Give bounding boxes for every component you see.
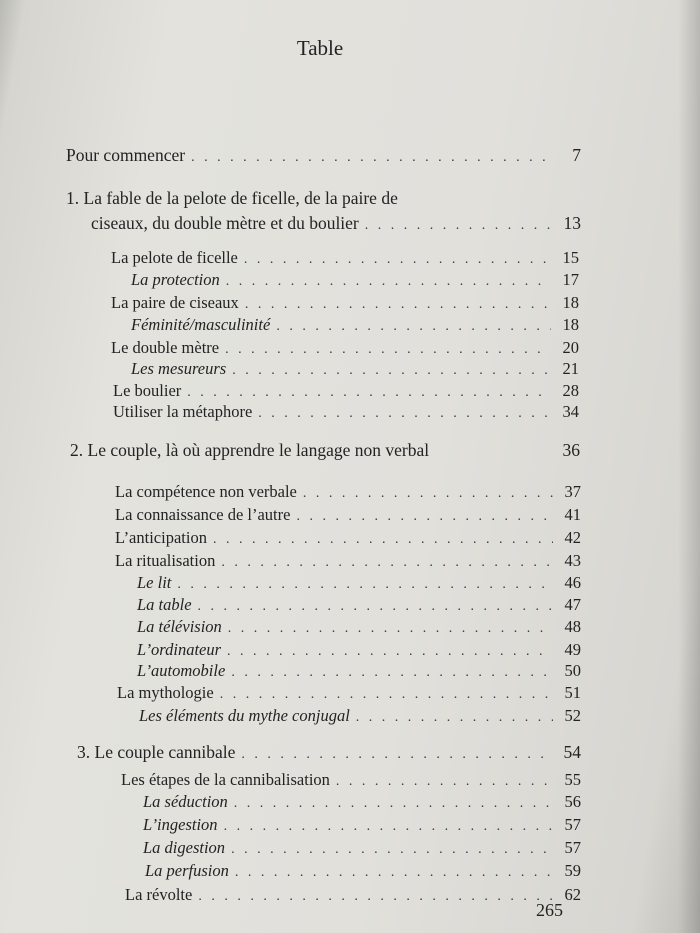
toc-entry-page: 37	[564, 482, 581, 501]
toc-entry-page: 43	[564, 551, 581, 570]
toc-entry-label: La protection	[131, 270, 220, 289]
toc-entry-label: La compétence non verbale	[115, 482, 297, 501]
leader-dots	[224, 819, 553, 835]
toc-entry-page: 18	[562, 315, 579, 334]
leader-dots	[241, 747, 553, 763]
leader-dots	[225, 342, 551, 358]
toc-entry-page: 55	[564, 770, 581, 789]
page-number: 265	[536, 900, 563, 920]
toc-entry-label: ciseaux, du double mètre et du boulier	[91, 213, 359, 233]
toc-entry-label: La révolte	[125, 885, 193, 904]
leader-dots	[234, 796, 553, 812]
leader-dots	[227, 644, 553, 660]
toc-entry-label: La perfusion	[145, 861, 229, 880]
toc-entry-label: La digestion	[143, 838, 226, 857]
toc-entry-label: Le double mètre	[111, 338, 220, 357]
toc-entry-page: 20	[562, 338, 579, 357]
toc-entry-page: 59	[564, 861, 581, 880]
toc-entry-page: 48	[564, 617, 581, 636]
toc-entry-label: La pelote de ficelle	[111, 248, 238, 267]
toc-entry	[115, 528, 581, 548]
toc-entry	[137, 595, 581, 615]
toc-entry	[111, 293, 579, 313]
toc-entry-label: La paire de ciseaux	[111, 293, 239, 312]
leader-dots	[235, 865, 553, 881]
toc-entry-label: L’automobile	[137, 661, 226, 680]
toc-entry-page: 62	[564, 885, 581, 904]
toc-entry-label: Les mesureurs	[131, 359, 227, 378]
toc-entry	[121, 770, 581, 790]
toc-entry-label: 3. Le couple cannibale	[77, 742, 236, 762]
page-edge-shadow	[678, 0, 700, 933]
toc-entry	[143, 815, 581, 835]
toc-entry	[111, 248, 579, 268]
leader-dots	[232, 363, 551, 379]
toc-entry	[143, 838, 581, 858]
leader-dots	[226, 274, 551, 290]
toc-entry-page: 47	[564, 595, 581, 614]
toc-entry	[137, 573, 581, 593]
leader-dots	[356, 710, 553, 726]
toc-entry-label: Utiliser la métaphore	[113, 402, 253, 421]
toc-entry-intro	[66, 145, 581, 166]
page-title: Table	[296, 36, 344, 60]
toc-entry-page: 54	[563, 742, 581, 762]
toc-entry-page: 50	[564, 661, 581, 680]
toc-entry	[137, 640, 581, 660]
chapter-1-title-line-1: 1. La fable de la pelote de ficelle, de la paire de	[66, 188, 398, 208]
toc-entry	[115, 551, 581, 571]
leader-dots	[191, 150, 553, 166]
toc-entry	[113, 381, 579, 401]
toc-entry-page: 15	[562, 248, 579, 267]
leader-dots	[244, 252, 551, 268]
toc-entry	[137, 661, 581, 681]
leader-dots	[213, 532, 553, 548]
toc-entry-page: 18	[562, 293, 579, 312]
leader-dots	[296, 509, 553, 525]
toc-entry	[143, 792, 581, 812]
toc-entry-page: 41	[564, 505, 581, 524]
toc-entry-page: 28	[562, 381, 579, 400]
toc-entry-label: La connaissance de l’autre	[115, 505, 291, 524]
toc-entry-label: Pour commencer	[66, 145, 186, 165]
toc-entry-page: 49	[564, 640, 581, 659]
leader-dots	[187, 385, 551, 401]
toc-entry	[113, 402, 579, 422]
toc-entry-page: 57	[564, 815, 581, 834]
toc-entry	[139, 706, 581, 726]
toc-entry-page: 36	[562, 440, 580, 460]
toc-entry-chapter-3	[77, 742, 581, 763]
toc-entry-label: L’ingestion	[143, 815, 218, 834]
toc-entry-page: 52	[564, 706, 581, 725]
toc-entry-label: L’ordinateur	[137, 640, 222, 659]
toc-entry-label: Le boulier	[113, 381, 182, 400]
toc-entry-page: 17	[562, 270, 579, 289]
toc-entry-label: Les étapes de la cannibalisation	[121, 770, 330, 789]
leader-dots	[198, 599, 553, 615]
leader-dots	[276, 319, 551, 335]
toc-entry-page: 21	[562, 359, 579, 378]
toc-entry-label: Le lit	[137, 573, 172, 592]
toc-entry-label: La télévision	[137, 617, 222, 636]
toc-entry	[115, 505, 581, 525]
leader-dots	[365, 218, 553, 234]
toc-entry-label: Les éléments du mythe conjugal	[139, 706, 350, 725]
toc-entry-label: La mythologie	[117, 683, 214, 702]
toc-entry-page: 57	[564, 838, 581, 857]
toc-entry-label: L’anticipation	[115, 528, 207, 547]
toc-entry	[125, 885, 581, 905]
toc-entry	[137, 617, 581, 637]
toc-entry-label: 2. Le couple, là où apprendre le langage non verbal	[70, 440, 430, 460]
toc-entry-label: La table	[137, 595, 192, 614]
toc-entry-page: 13	[563, 213, 581, 233]
leader-dots	[177, 577, 553, 593]
leader-dots	[245, 297, 551, 313]
toc-entry	[131, 270, 579, 290]
toc-entry-page: 56	[564, 792, 581, 811]
leader-dots	[198, 889, 553, 905]
toc-entry	[131, 359, 579, 379]
toc-entry-label: Féminité/masculinité	[131, 315, 271, 334]
toc-entry-page: 51	[564, 683, 581, 702]
leader-dots	[220, 687, 553, 703]
toc-entry-page: 7	[572, 145, 581, 165]
leader-dots	[221, 555, 553, 571]
leader-dots	[303, 486, 553, 502]
toc-entry	[117, 683, 581, 703]
toc-entry-chapter-2	[70, 440, 580, 461]
leader-dots	[231, 842, 553, 858]
toc-entry-page: 34	[562, 402, 579, 421]
leader-dots	[258, 406, 551, 422]
toc-entry-label: La séduction	[143, 792, 228, 811]
toc-entry	[131, 315, 579, 335]
toc-entry	[115, 482, 581, 502]
toc-entry-chapter-1	[91, 213, 581, 234]
toc-entry-page: 42	[564, 528, 581, 547]
leader-dots	[228, 621, 553, 637]
leader-dots	[231, 665, 553, 681]
leader-dots	[336, 774, 553, 790]
toc-entry-label: La ritualisation	[115, 551, 216, 570]
toc-entry	[111, 338, 579, 358]
toc-entry	[145, 861, 581, 881]
toc-entry-page: 46	[564, 573, 581, 592]
